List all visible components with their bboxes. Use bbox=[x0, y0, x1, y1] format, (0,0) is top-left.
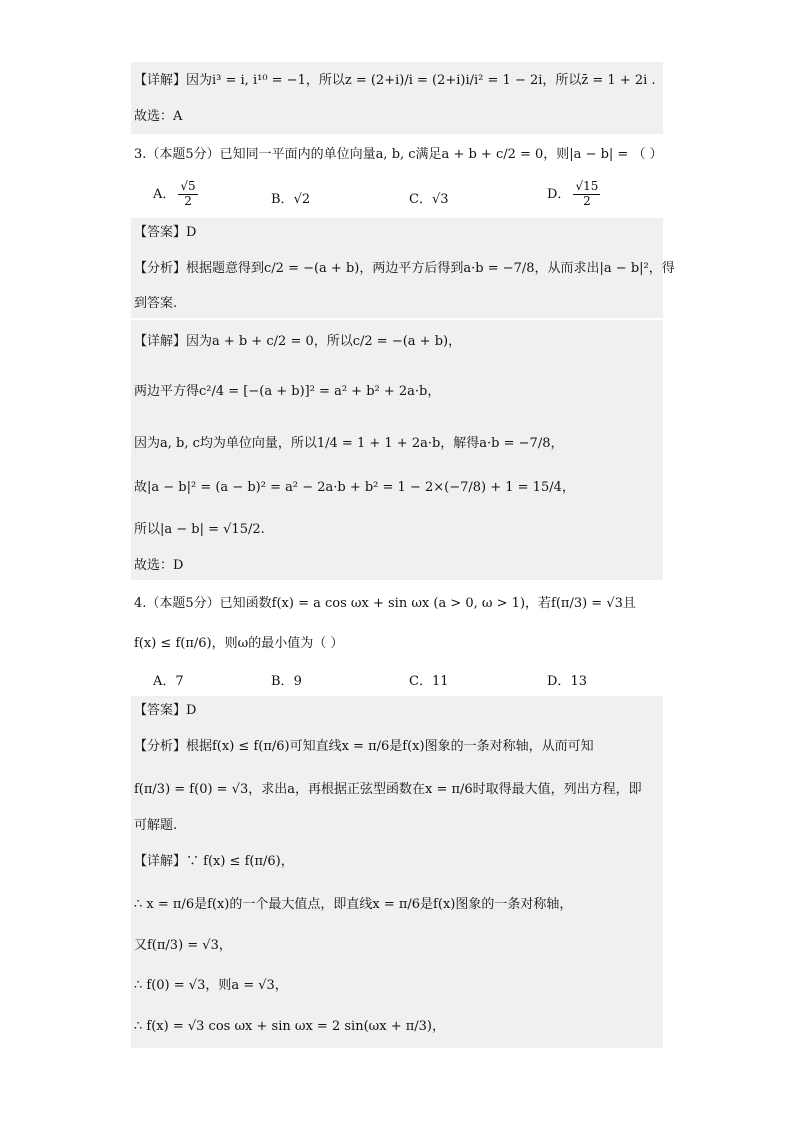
q4-option-a[interactable]: A．7 bbox=[153, 674, 184, 689]
solution-line: 所以|a − b| = √15/2. bbox=[131, 508, 663, 552]
solution-line: 又f(π/3) = √3， bbox=[131, 926, 663, 966]
solution-line: 两边平方得c²/4 = [−(a + b)]² = a² + b² + 2a·b， bbox=[131, 364, 663, 420]
solution-line: ∴ x = π/6是f(x)的一个最大值点，即直线x = π/6是f(x)图象的一条对称轴， bbox=[131, 884, 663, 926]
q3-option-c[interactable]: C．√3 bbox=[409, 192, 449, 207]
solution-line: 【详解】因为i³ = i, i¹⁰ = −1，所以z = (2+i)/i = (2+i)i/i² = 1 − 2i，所以z̄ = 1 + 2i . bbox=[131, 62, 663, 100]
q3-option-b[interactable]: B．√2 bbox=[271, 192, 311, 207]
analysis-line: 【分析】根据题意得到c/2 = −(a + b)，两边平方后得到a·b = −7/8，从而求出|a − b|²，得 bbox=[131, 248, 663, 290]
solution-line: 【详解】∵ f(x) ≤ f(π/6)， bbox=[131, 840, 663, 884]
question-4-stem: f(x) ≤ f(π/6)，则ω的最小值为（ ） bbox=[134, 636, 344, 651]
q4-option-d[interactable]: D．13 bbox=[547, 674, 587, 689]
q4-option-c[interactable]: C．11 bbox=[409, 674, 449, 689]
question-4-stem: 4.（本题5分）已知函数f(x) = a cos ωx + sin ωx (a > 0, ω > 1)，若f(π/3) = √3且 bbox=[134, 596, 636, 611]
solution-line: ∴ f(0) = √3，则a = √3， bbox=[131, 966, 663, 1006]
analysis-line: f(π/3) = f(0) = √3，求出a，再根据正弦型函数在x = π/6时取得最大值，列出方程，即 bbox=[131, 768, 663, 812]
answer-line: 【答案】D bbox=[131, 696, 663, 726]
question-3-stem: 3.（本题5分）已知同一平面内的单位向量a, b, c满足a + b + c/2 = 0，则|a − b| = （ ） bbox=[134, 147, 663, 162]
answer-choice-line: 故选：D bbox=[131, 552, 663, 580]
answer-line: 【答案】D bbox=[131, 218, 663, 248]
analysis-line: 到答案. bbox=[131, 290, 663, 318]
analysis-line: 【分析】根据f(x) ≤ f(π/6)可知直线x = π/6是f(x)图象的一条对称轴，从而可知 bbox=[131, 726, 663, 768]
answer-choice-line: 故选：A bbox=[131, 100, 663, 134]
solution-line: 【详解】因为a + b + c/2 = 0，所以c/2 = −(a + b)， bbox=[131, 320, 663, 364]
q3-option-a[interactable]: A． $\frac{√5}{2}$ bbox=[153, 179, 196, 208]
question-4-options bbox=[131, 670, 663, 692]
q4-option-b[interactable]: B．9 bbox=[271, 674, 302, 689]
analysis-line: 可解题. bbox=[131, 812, 663, 840]
solution-line: 因为a, b, c均为单位向量，所以1/4 = 1 + 1 + 2a·b，解得a·b = −7/8， bbox=[131, 420, 663, 468]
q3-option-d[interactable]: D． $\frac{√15}{2}$ bbox=[547, 179, 599, 208]
question-3-options bbox=[131, 180, 663, 216]
solution-line: 故|a − b|² = (a − b)² = a² − 2a·b + b² = 1 − 2×(−7/8) + 1 = 15/4， bbox=[131, 468, 663, 508]
solution-line: ∴ f(x) = √3 cos ωx + sin ωx = 2 sin(ωx + π/3)， bbox=[131, 1006, 663, 1048]
